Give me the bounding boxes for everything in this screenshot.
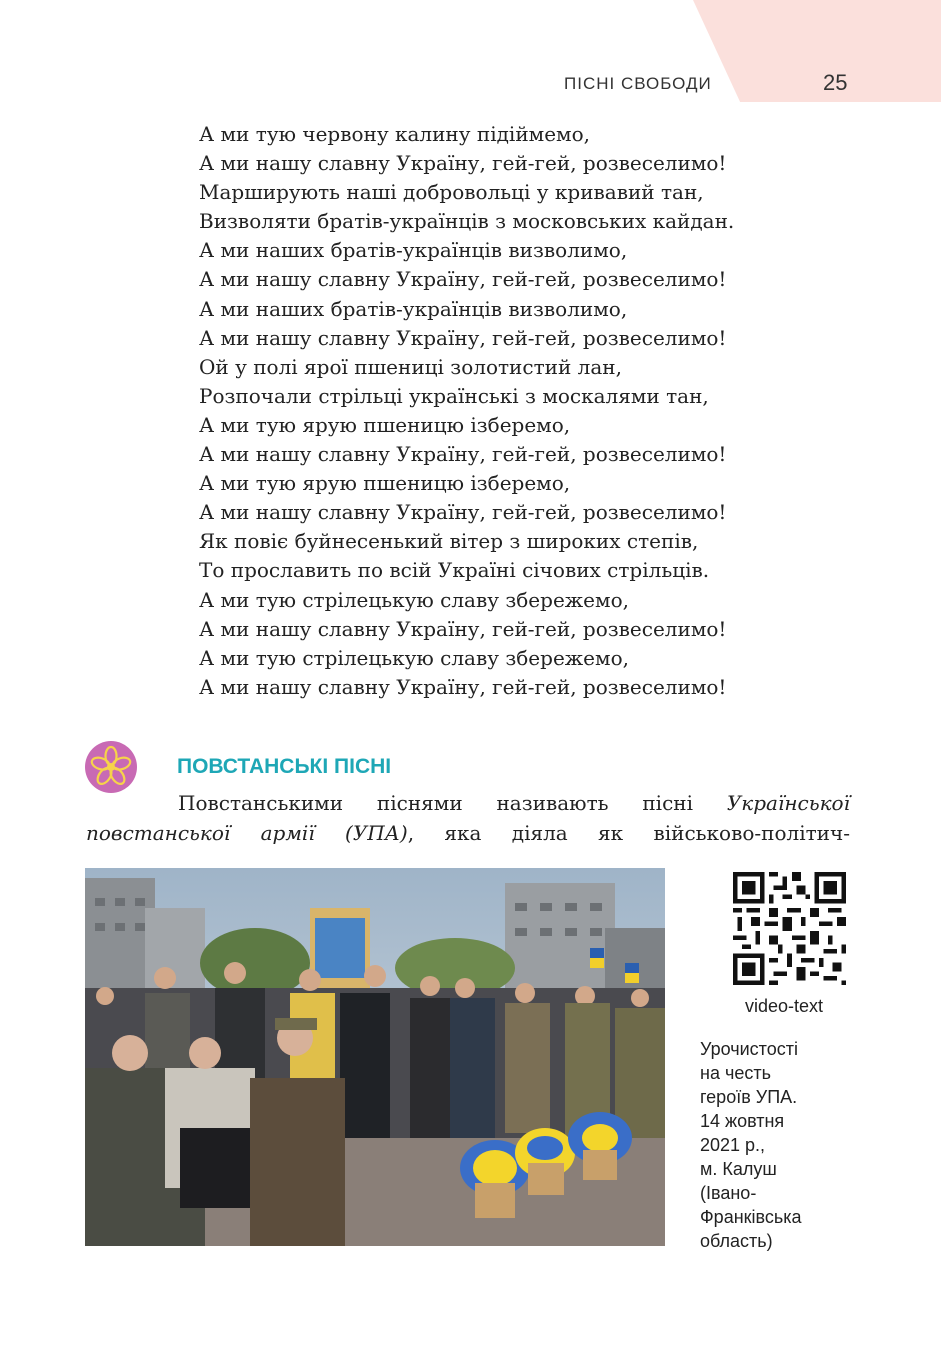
page-number: 25	[823, 70, 848, 95]
song-lyrics	[199, 120, 734, 702]
lyric-line: А ми тую червону калину підіймемо,	[199, 122, 590, 146]
lyric-line: Визволяти братів-українців з московських кайдан.	[199, 209, 735, 234]
lyric-line: А ми нашу славну Україну, гей-гей, розвеселимо!	[199, 442, 727, 467]
lyric-line: А ми наших братів-українців визволимо,	[199, 238, 628, 263]
caption-line: героїв УПА.	[700, 1087, 798, 1107]
qr-code-icon[interactable]	[733, 872, 846, 985]
lyric-line: А ми нашу славну Україну, гей-гей, розвеселимо!	[199, 151, 727, 176]
lyric-line: Як повіє буйнесенький вітер з широких степів,	[199, 529, 699, 554]
lyric-line: А ми тую стрілецькую славу збережемо,	[199, 645, 629, 670]
lyric-line: А ми тую ярую пшеницю ізберемо,	[199, 412, 571, 437]
lyric-line: Марширують наші добровольці у кривавий тан,	[199, 180, 704, 205]
running-header-title: ПІСНІ СВОБОДИ	[564, 74, 712, 93]
section-heading: ПОВСТАНСЬКІ ПІСНІ	[177, 755, 392, 778]
qr-label: video-text	[745, 996, 824, 1016]
caption-line: 14 жовтня	[700, 1111, 785, 1131]
caption-line: Урочистості	[700, 1039, 798, 1059]
caption-line: м. Калуш	[700, 1159, 777, 1179]
paragraph-text: , яка діяла як військово-політич-	[407, 821, 850, 845]
lyric-line: А ми нашу славну Україну, гей-гей, розвеселимо!	[199, 325, 727, 350]
flower-ornament-icon	[84, 740, 138, 794]
caption-line: на честь	[700, 1063, 771, 1083]
caption-line: область)	[700, 1231, 773, 1251]
paragraph-italic: повстанської армії (УПА)	[86, 821, 408, 845]
photo-caption	[700, 1037, 860, 1253]
paragraph-italic: Української	[726, 791, 850, 815]
caption-line: (Івано-	[700, 1183, 757, 1203]
lyric-line: А ми нашу славну Україну, гей-гей, розвеселимо!	[199, 267, 727, 292]
ceremony-photo	[85, 868, 665, 1246]
lyric-line: А ми нашу славну Україну, гей-гей, розвеселимо!	[199, 500, 727, 525]
caption-line: Франківська	[700, 1207, 802, 1227]
lyric-line: Ой у полі ярої пшениці золотистий лан,	[199, 354, 622, 379]
lyric-line: Розпочали стрільці українські з москалями тан,	[199, 383, 709, 408]
lyric-line: А ми нашу славну Україну, гей-гей, розвеселимо!	[199, 616, 727, 641]
caption-line: 2021 р.,	[700, 1135, 766, 1155]
lyric-line: А ми наших братів-українців визволимо,	[199, 296, 628, 321]
lyric-line: А ми тую ярую пшеницю ізберемо,	[199, 471, 571, 496]
lyric-line: А ми тую стрілецькую славу збережемо,	[199, 587, 629, 612]
lyric-line: То прославить по всій Україні січових стрільців.	[199, 558, 710, 583]
section-paragraph	[86, 788, 850, 848]
paragraph-text: Повстанськими піснями називають пісні	[178, 791, 727, 815]
page-corner-decoration	[693, 0, 941, 102]
lyric-line: А ми нашу славну Україну, гей-гей, розвеселимо!	[199, 674, 727, 699]
